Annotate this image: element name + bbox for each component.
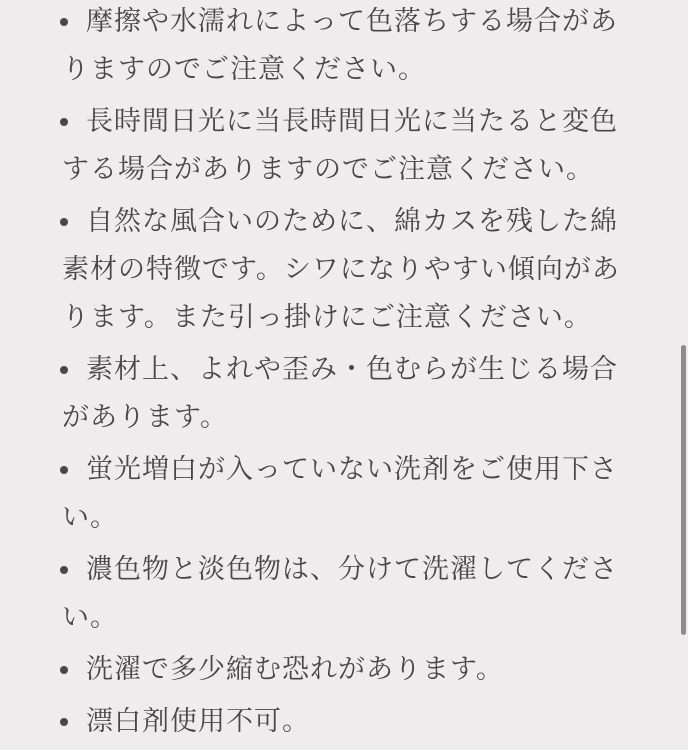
note-text: 長時間日光に当長時間日光に当たると変色する場合がありますのでご注意ください。 <box>62 106 618 185</box>
note-text: 濃色物と淡色物は、分けて洗濯してください。 <box>62 554 618 633</box>
bullet-icon <box>60 718 68 726</box>
list-item <box>0 98 688 194</box>
bullet-icon <box>60 218 68 226</box>
scrollbar-thumb[interactable] <box>681 345 686 635</box>
note-text: 摩擦や水濡れによって色落ちする場合がありますのでご注意ください。 <box>62 6 618 85</box>
bullet-icon <box>60 118 68 126</box>
list-item <box>0 446 688 542</box>
bullet-icon <box>60 666 68 674</box>
list-item <box>0 0 688 94</box>
list-item <box>0 198 688 342</box>
list-item <box>0 698 688 746</box>
bullet-icon <box>60 18 68 26</box>
bullet-icon <box>60 366 68 374</box>
bullet-icon <box>60 566 68 574</box>
bullet-icon <box>60 466 68 474</box>
note-text: 素材上、よれや歪み・色むらが生じる場合があります。 <box>62 354 618 433</box>
note-text: 洗濯で多少縮む恐れがあります。 <box>86 654 504 685</box>
list-item <box>0 346 688 442</box>
note-text: 自然な風合いのために、綿カスを残した綿素材の特徴です。シワになりやすい傾向があります。また引っ掛けにご注意ください。 <box>62 206 620 333</box>
note-text: 漂白剤使用不可。 <box>86 706 310 737</box>
list-item <box>0 546 688 642</box>
note-text: 蛍光増白が入っていない洗剤をご使用下さい。 <box>62 454 618 533</box>
list-item <box>0 646 688 694</box>
